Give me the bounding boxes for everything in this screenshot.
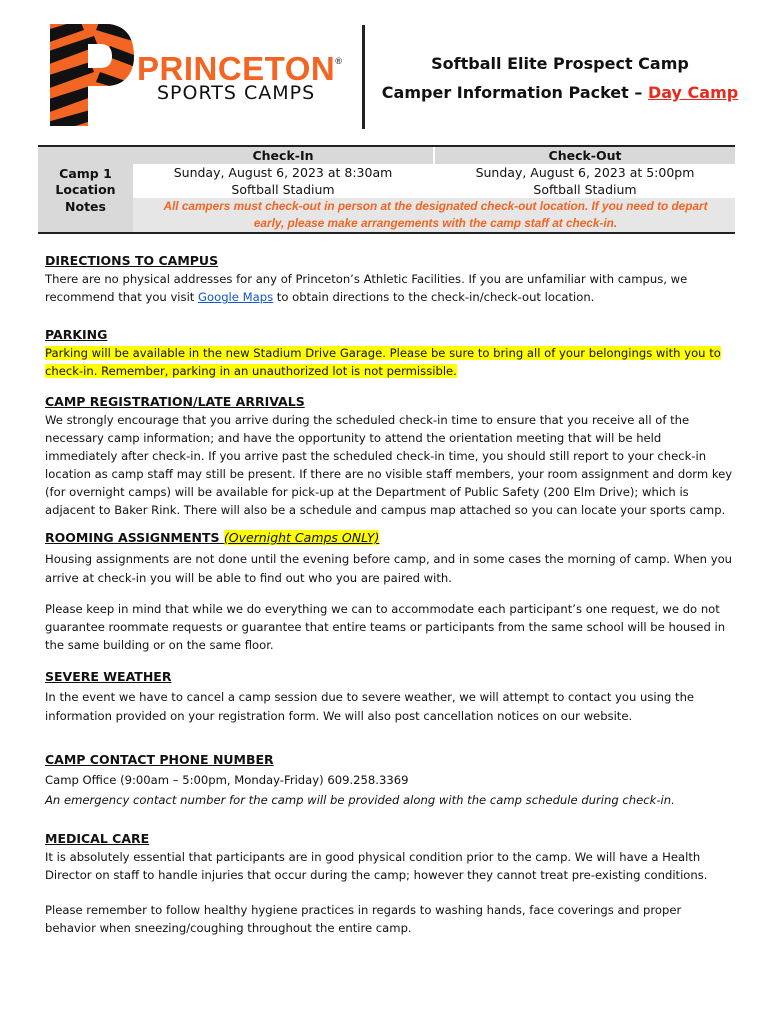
directions-heading: DIRECTIONS TO CAMPUS (45, 253, 219, 268)
parking-text: Parking will be available in the new Stadium Drive Garage. Please be sure to bring all of your belongings with you to check-in. Remember, parking in an unauthorized lot is not permissible. (45, 346, 721, 378)
checkout-location: Softball Stadium (533, 182, 637, 197)
section-registration (45, 393, 735, 519)
section-contact (45, 751, 735, 809)
checkin-header: Check-In (133, 147, 433, 164)
camp-notes: All campers must check-out in person at the designated check-out location. If you need to depart early, please make arrangements with the camp staff at check-in. (163, 199, 708, 230)
medical-text-1: It is absolutely essential that participants are in good physical condition prior to the camp. We will have a Health Director on staff to handle injuries that occur during the camp; however they cannot treat pre-existing conditions. (45, 850, 708, 882)
medical-heading: MEDICAL CARE (45, 831, 150, 846)
brand-subtitle: SPORTS CAMPS (157, 82, 316, 104)
contact-emergency-text: An emergency contact number for the camp will be provided along with the camp schedule during check-in. (45, 793, 675, 807)
packet-title: Camper Information Packet – Day Camp (381, 83, 739, 102)
checkout-header: Check-Out (435, 147, 735, 164)
header-divider (362, 25, 365, 129)
section-weather (45, 668, 735, 726)
table-bottom-border (38, 232, 735, 234)
row-label-camp: Camp 1 (59, 166, 112, 181)
section-rooming (45, 529, 735, 654)
rooming-text-1: Housing assignments are not done until the evening before camp, and in some cases the morning of camp. When you arrive at check-in you will be able to find out who you are paired with. (45, 552, 733, 585)
row-label-location: Location (55, 182, 116, 197)
princeton-tiger-p-logo (50, 24, 134, 126)
parking-heading: PARKING (45, 327, 108, 342)
registration-text: We strongly encourage that you arrive during the scheduled check-in time to ensure that you receive all of the necessary camp information; and have the opportunity to attend the orientation meeting that will be held immediately after check-in. If you arrive past the scheduled check-in time, you should still report to your check-in location as camp staff may still be present. If there are no visible staff members, your room assignment and dorm key (for overnight camps) will be available for pick-up at the Department of Public Safety (200 Elm Drive); which is adjacent to Baker Rink. There will also be a schedule and campus map attached so you can locate your sports camp. (45, 413, 733, 517)
row-label-notes: Notes (65, 199, 106, 214)
day-camp-label: Day Camp (647, 83, 739, 102)
section-medical (45, 830, 735, 937)
directions-text: There are no physical addresses for any of Princeton’s Athletic Facilities. If you are unfamiliar with campus, we recommend that you visit Google Maps to obtain directions to the check-in/check-out location. (45, 272, 688, 304)
brand-name: PRINCETON® (137, 50, 343, 87)
checkin-location: Softball Stadium (231, 182, 335, 197)
page-header (0, 0, 770, 140)
weather-heading: SEVERE WEATHER (45, 669, 172, 684)
checkin-time: Sunday, August 6, 2023 at 8:30am (173, 165, 393, 180)
section-directions (45, 252, 735, 306)
rooming-text-2: Please keep in mind that while we do everything we can to accommodate each participant’s one request, we do not guarantee roommate requests or guarantee that entire teams or participants from the same school will be housed in the same building or on the same floor. (45, 602, 726, 652)
rooming-heading: ROOMING ASSIGNMENTS (Overnight Camps ONLY) (45, 530, 380, 545)
registration-heading: CAMP REGISTRATION/LATE ARRIVALS (45, 394, 305, 409)
medical-text-2: Please remember to follow healthy hygiene practices in regards to washing hands, face coverings and proper behavior when sneezing/coughing throughout the entire camp. (45, 903, 682, 935)
google-maps-link[interactable]: Google Maps (198, 290, 274, 304)
weather-text: In the event we have to cancel a camp session due to severe weather, we will attempt to contact you using the information provided on your registration form. We will also post cancellation notices on our website. (45, 690, 695, 723)
section-parking (45, 326, 735, 380)
camp-title: Softball Elite Prospect Camp (431, 54, 689, 73)
checkout-time: Sunday, August 6, 2023 at 5:00pm (475, 165, 695, 180)
overnight-only-note: (Overnight Camps ONLY) (223, 530, 380, 545)
row-label-column (38, 147, 133, 232)
contact-text: Camp Office (9:00am – 5:00pm, Monday-Friday) 609.258.3369 (45, 773, 409, 787)
contact-heading: CAMP CONTACT PHONE NUMBER (45, 752, 274, 767)
